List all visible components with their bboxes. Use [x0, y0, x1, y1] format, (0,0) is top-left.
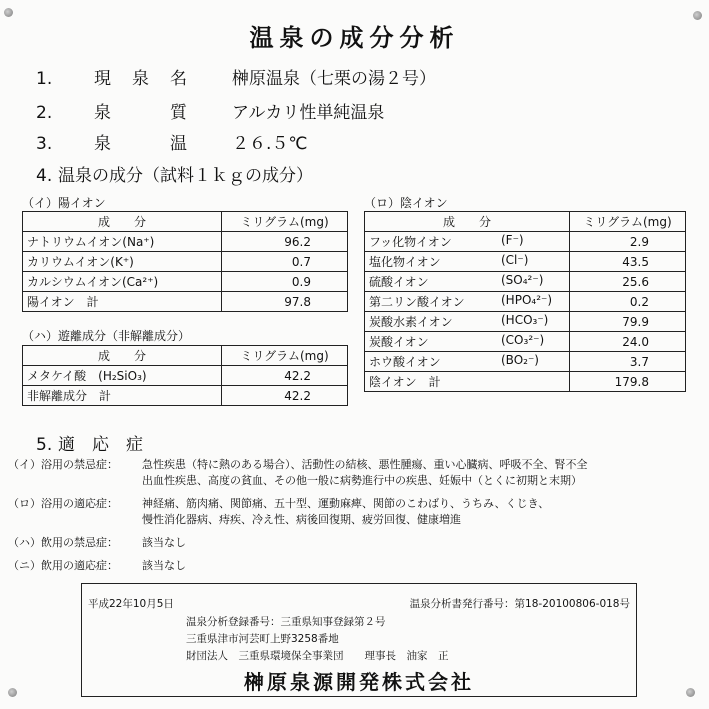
- report-number: 温泉分析書発行番号：第18-20100806-018号: [409, 598, 630, 610]
- indication-drink-suit: （ニ）飲用の適応症： 該当なし: [8, 559, 186, 572]
- indication-drink-contra: （ハ）飲用の禁忌症： 該当なし: [8, 536, 186, 549]
- section-5-heading: 5. 適 応 症: [36, 435, 143, 455]
- table-row: メタケイ酸 (H₂SiO₃) 42.2: [23, 366, 348, 386]
- table-row: 硫酸イオン (SO₄²⁻) 25.6: [365, 272, 686, 292]
- cation-label: （イ）陽イオン: [22, 196, 106, 210]
- table-row: フッ化物イオン (F⁻) 2.9: [365, 232, 686, 252]
- table-row: ナトリウムイオン(Na⁺) 96.2: [23, 232, 348, 252]
- table-row: 陽イオン 計 97.8: [23, 292, 348, 312]
- issue-date: 平成22年10月5日: [88, 598, 174, 610]
- table-row: 炭酸水素イオン (HCO₃⁻) 79.9: [365, 312, 686, 332]
- table-row: ホウ酸イオン (BO₂⁻) 3.7: [365, 352, 686, 372]
- indication-bath-contra: （イ）浴用の禁忌症： 急性疾患（特に熱のある場合）、活動性の結核、悪性腫瘍、重い心臓病、呼吸不全、腎不全 出血性疾患、高度の貧血、その他一般に病勢進行中の疾患、妊娠中（とくに初期と末期）: [8, 458, 588, 487]
- item-spring-temp: 3. 泉 温 ２６.５℃: [36, 134, 308, 154]
- table-header: 成 分 ミリグラム(mg): [23, 212, 348, 232]
- screw-bottom-left: [8, 688, 17, 697]
- section-4-heading: 4. 温泉の成分（試料１ｋｇの成分）: [36, 166, 313, 186]
- table-row: 塩化物イオン (Cl⁻) 43.5: [365, 252, 686, 272]
- anion-table: [364, 211, 686, 392]
- free-table: [22, 345, 348, 406]
- free-label: （ハ）遊離成分（非解離成分）: [22, 329, 191, 343]
- screw-bottom-right: [686, 688, 695, 697]
- table-row: カリウムイオン(K⁺) 0.7: [23, 252, 348, 272]
- table-row: 炭酸イオン (CO₃²⁻) 24.0: [365, 332, 686, 352]
- indication-bath-suit: （ロ）浴用の適応症： 神経痛、筋肉痛、関節痛、五十型、運動麻痺、関節のこわばり、うちみ、くじき、 慢性消化器病、痔疾、冷え性、病後回復期、疲労回復、健康増進: [8, 497, 550, 526]
- organization: 財団法人 三重県環境保全事業団 理事長 油家 正: [186, 650, 449, 662]
- table-row: 第二リン酸イオン (HPO₄²⁻) 0.2: [365, 292, 686, 312]
- item-spring-name: 1. 現 泉 名 榊原温泉（七栗の湯２号）: [36, 69, 436, 89]
- table-header: 成 分 ミリグラム(mg): [23, 346, 348, 366]
- address: 三重県津市河芸町上野3258番地: [186, 633, 339, 645]
- table-row: 非解離成分 計 42.2: [23, 386, 348, 406]
- item-spring-quality: 2. 泉 質 アルカリ性単純温泉: [36, 103, 385, 123]
- issuer-box: [81, 583, 637, 697]
- page-title: 温泉の成分分析: [249, 24, 460, 52]
- screw-top-left: [4, 8, 13, 17]
- company-name: 榊原泉源開発株式会社: [244, 670, 474, 694]
- table-row: カルシウムイオン(Ca²⁺) 0.9: [23, 272, 348, 292]
- registration-number: 温泉分析登録番号：三重県知事登録第２号: [186, 616, 386, 628]
- cation-table: [22, 211, 348, 312]
- table-row: 陰イオン 計 179.8: [365, 372, 686, 392]
- table-header: 成 分 ミリグラム(mg): [365, 212, 686, 232]
- anion-label: （ロ）陰イオン: [364, 196, 448, 210]
